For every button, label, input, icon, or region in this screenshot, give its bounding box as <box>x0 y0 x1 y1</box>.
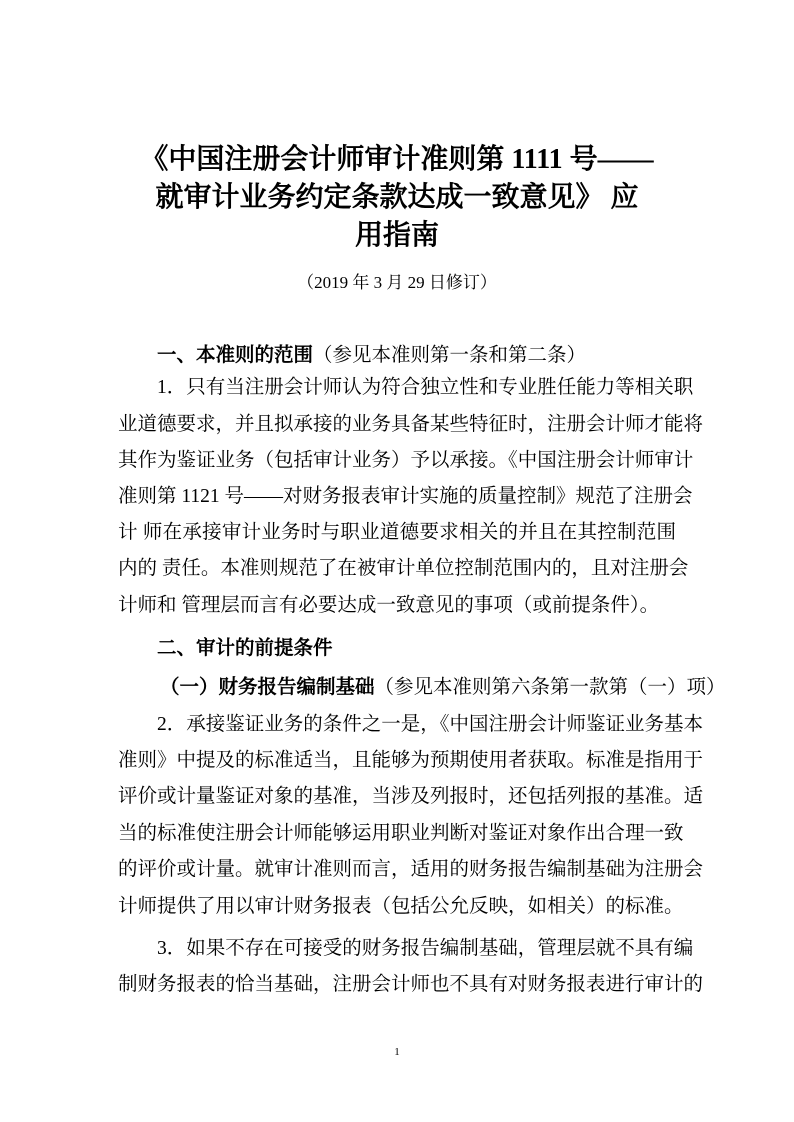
paragraph-line: 1．只有当注册会计师认为符合独立性和专业胜任能力等相关职 <box>157 377 694 398</box>
heading-text: （一）财务报告编制基础 <box>160 676 375 698</box>
paragraph-line: 当的标准使注册会计师能够运用职业判断对鉴证对象作出合理一致 <box>118 823 684 844</box>
paragraph-line: 的评价或计量。就审计准则而言，适用的财务报告编制基础为注册会 <box>118 859 704 880</box>
paragraph-line: 计师提供了用以审计财务报表（包括公允反映，如相关）的标准。 <box>118 896 684 917</box>
paragraph-line: 业道德要求，并且拟承接的业务具备某些特征时，注册会计师才能将 <box>118 414 704 435</box>
paragraph-line: 内的 责任。本准则规范了在被审计单位控制范围内的，且对注册会 <box>118 558 689 579</box>
paragraph-line: 评价或计量鉴证对象的基准，当涉及列报时，还包括列报的基准。适 <box>118 786 704 807</box>
heading-text: 一、本准则的范围 <box>157 344 314 366</box>
heading-ref: （参见本准则第六条第一款第（一）项） <box>374 677 726 698</box>
page-number: 1 <box>394 1046 400 1058</box>
paragraph-line: 准则》中提及的标准适当，且能够为预期使用者获取。标准是指用于 <box>118 750 704 771</box>
paragraph-line: 其作为鉴证业务（包括审计业务）予以承接。《中国注册会计师审计 <box>118 450 694 471</box>
document-title-line-1: 《中国注册会计师审计准则第 1111 号—— <box>140 144 654 175</box>
subsection-heading <box>160 675 726 700</box>
heading-ref: （参见本准则第一条和第二条） <box>313 345 587 366</box>
paragraph-line: 计 师在承接审计业务时与职业道德要求相关的并且在其控制范围 <box>118 522 676 543</box>
paragraph-line: 制财务报表的恰当基础，注册会计师也不具有对财务报表进行审计的 <box>118 974 704 995</box>
paragraph-line: 3．如果不存在可接受的财务报告编制基础，管理层就不具有编 <box>157 938 694 959</box>
section-heading <box>157 343 676 368</box>
paragraph-line: 2．承接鉴证业务的条件之一是，《中国注册会计师鉴证业务基本 <box>157 714 704 735</box>
document-title-line-3: 用指南 <box>354 220 439 251</box>
paragraph-line: 计师和 管理层而言有必要达成一致意见的事项（或前提条件）。 <box>118 595 660 616</box>
section-heading: 二、审计的前提条件 <box>157 637 333 659</box>
revision-date: （2019 年 3 月 29 日修订） <box>297 273 497 292</box>
paragraph-line: 准则第 1121 号——对财务报表审计实施的质量控制》规范了注册会 <box>118 486 693 507</box>
document-title-line-2: 就审计业务约定条款达成一致意见》 应 <box>155 182 639 213</box>
